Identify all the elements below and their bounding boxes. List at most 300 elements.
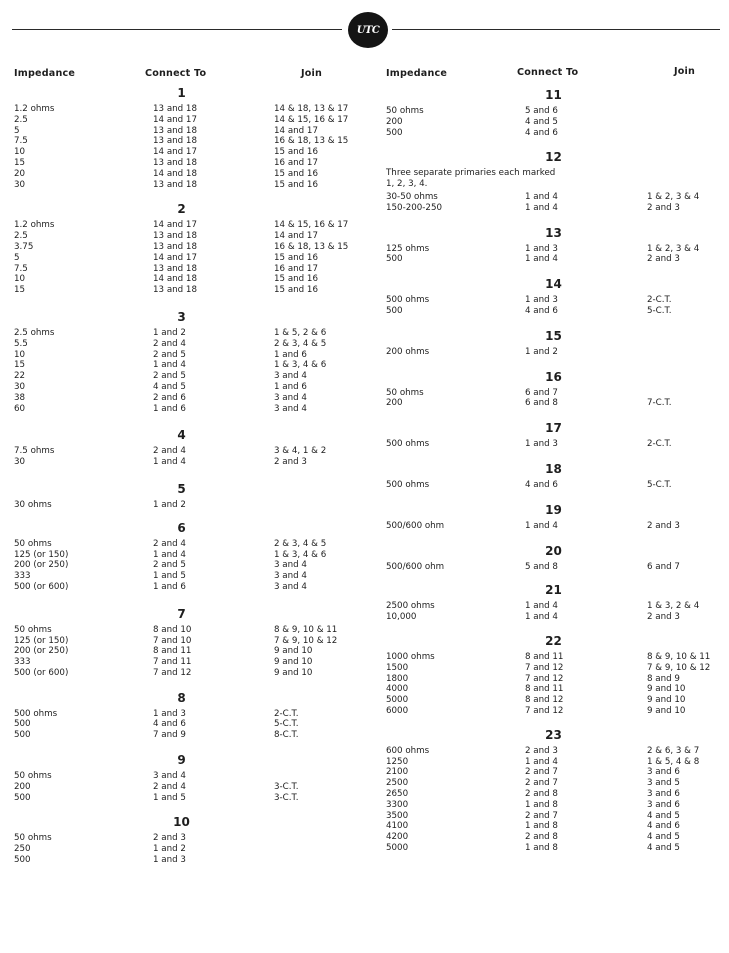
impedance-cell: 4200	[386, 832, 409, 843]
table-row	[386, 203, 721, 214]
section-number: 12	[545, 150, 562, 165]
section-6	[14, 517, 359, 593]
join-cell: 3-C.T.	[274, 792, 299, 803]
impedance-cell: 2.5 ohms	[14, 327, 55, 338]
table-row	[14, 730, 359, 741]
table-row	[14, 657, 359, 668]
right-column	[386, 84, 721, 854]
join-cell: 4 and 5	[647, 832, 680, 843]
left-column	[14, 82, 359, 866]
table-row	[386, 601, 721, 612]
join-cell: 4 and 6	[647, 821, 680, 832]
impedance-cell: 125 ohms	[386, 243, 430, 254]
table-row	[14, 571, 359, 582]
connect-cell: 14 and 17	[153, 252, 197, 263]
connect-cell: 4 and 6	[153, 719, 186, 730]
table-row	[14, 126, 359, 137]
section-number: 2	[177, 202, 186, 217]
connect-cell: 2 and 5	[153, 371, 186, 382]
impedance-cell: 1.2 ohms	[14, 104, 55, 114]
table-row	[386, 244, 721, 255]
table-row	[14, 350, 359, 361]
join-cell: 3 and 4	[274, 403, 307, 414]
join-cell: 3 & 4, 1 & 2	[274, 446, 327, 457]
section-10	[14, 811, 359, 865]
impedance-cell: 200 (or 250)	[14, 560, 69, 571]
connect-cell: 4 and 5	[525, 116, 558, 127]
table-row	[14, 719, 359, 730]
table-row	[14, 844, 359, 855]
connect-cell: 1 and 8	[525, 799, 558, 810]
impedance-cell: 30	[14, 457, 26, 468]
join-cell: 1 & 3, 4 & 6	[274, 360, 327, 371]
connect-cell: 8 and 11	[525, 684, 564, 695]
impedance-cell: 15	[14, 157, 26, 168]
section-15	[386, 325, 721, 358]
table-row	[14, 833, 359, 844]
join-cell: 8 and 9	[647, 673, 680, 684]
join-cell: 7 & 9, 10 & 12	[274, 635, 338, 646]
impedance-cell: 3.75	[14, 241, 34, 252]
impedance-cell: 60	[14, 403, 26, 414]
impedance-cell: 2500	[386, 778, 409, 789]
section-note: Three separate primaries each marked 1, 2, 3, 4.	[386, 168, 556, 190]
impedance-cell: 250	[14, 844, 31, 855]
connect-cell: 13 and 18	[153, 231, 197, 242]
table-row	[386, 843, 721, 854]
join-cell: 9 and 10	[274, 657, 313, 668]
impedance-cell: 2100	[386, 767, 409, 778]
connect-cell: 4 and 5	[153, 381, 186, 392]
join-cell: 3 and 4	[274, 581, 307, 592]
impedance-cell: 333	[14, 657, 31, 668]
impedance-cell: 500/600 ohm	[386, 561, 445, 572]
join-cell: 3 and 4	[274, 371, 307, 382]
section-1	[14, 82, 359, 190]
table-row	[386, 706, 721, 717]
connect-cell: 2 and 3	[153, 833, 186, 844]
join-cell: 1 & 5, 4 & 8	[647, 756, 700, 767]
table-row	[14, 231, 359, 242]
table-row	[14, 560, 359, 571]
table-row	[386, 767, 721, 778]
table-row	[14, 371, 359, 382]
connect-cell: 14 and 18	[153, 274, 197, 285]
join-cell: 2-C.T.	[647, 295, 672, 306]
join-cell: 1 and 6	[274, 349, 307, 360]
table-row	[386, 778, 721, 789]
connect-cell: 2 and 4	[153, 338, 186, 349]
join-cell: 3 and 6	[647, 767, 680, 778]
join-cell: 2 and 3	[647, 612, 680, 623]
impedance-cell: 5000	[386, 695, 409, 706]
section-number: 10	[173, 815, 190, 830]
connect-cell: 14 and 17	[153, 114, 197, 125]
section-number: 16	[545, 369, 562, 384]
impedance-cell: 3300	[386, 799, 409, 810]
connect-cell: 4 and 6	[525, 305, 558, 316]
connect-cell: 1 and 4	[525, 254, 558, 265]
connect-cell: 7 and 12	[525, 705, 564, 716]
join-cell: 1 & 5, 2 & 6	[274, 327, 327, 338]
table-row	[386, 439, 721, 450]
join-cell: 2 and 3	[647, 520, 680, 531]
table-row	[386, 106, 721, 117]
connect-cell: 2 and 4	[153, 781, 186, 792]
impedance-cell: 1000 ohms	[386, 651, 435, 662]
connect-cell: 7 and 12	[525, 662, 564, 673]
impedance-cell: 20	[14, 168, 26, 179]
join-cell: 16 and 17	[274, 157, 318, 168]
table-row	[14, 793, 359, 804]
table-row	[14, 646, 359, 657]
table-row	[386, 746, 721, 757]
connect-cell: 1 and 3	[525, 243, 558, 254]
impedance-cell: 10	[14, 349, 26, 360]
impedance-cell: 15	[14, 285, 26, 296]
table-row	[386, 521, 721, 532]
connect-cell: 4 and 6	[525, 127, 558, 138]
section-number: 5	[177, 481, 186, 496]
connect-cell: 1 and 2	[153, 327, 186, 338]
connect-cell: 1 and 4	[153, 457, 186, 468]
impedance-cell: 10,000	[386, 612, 417, 623]
table-row	[14, 855, 359, 866]
connect-cell: 13 and 18	[153, 263, 197, 274]
impedance-cell: 4100	[386, 821, 409, 832]
connect-cell: 1 and 6	[153, 403, 186, 414]
connect-cell: 1 and 4	[525, 202, 558, 213]
join-cell: 3 and 4	[274, 571, 307, 582]
impedance-cell: 1.2 ohms	[14, 220, 55, 231]
join-cell: 5-C.T.	[274, 719, 299, 730]
section-number: 18	[545, 461, 562, 476]
section-16	[386, 366, 721, 410]
join-cell: 9 and 10	[647, 705, 686, 716]
brand-logo	[348, 12, 388, 48]
connect-cell: 1 and 4	[153, 549, 186, 560]
impedance-cell: 50 ohms	[14, 624, 52, 635]
join-cell: 1 and 6	[274, 381, 307, 392]
join-cell: 8 & 9, 10 & 11	[274, 624, 338, 635]
join-cell: 15 and 16	[274, 274, 318, 285]
section-12	[386, 146, 721, 213]
section-number: 8	[177, 690, 186, 705]
impedance-cell: 5	[14, 252, 20, 263]
connect-cell: 1 and 3	[153, 855, 186, 866]
join-cell: 4 and 5	[647, 810, 680, 821]
join-cell: 14 and 17	[274, 231, 318, 242]
connect-cell: 1 and 8	[525, 842, 558, 853]
logo-text: UTC	[356, 24, 380, 36]
table-row	[14, 242, 359, 253]
section-5	[14, 478, 359, 511]
connect-cell: 14 and 18	[153, 168, 197, 179]
impedance-cell: 500	[386, 305, 403, 316]
join-cell: 3 and 6	[647, 799, 680, 810]
connect-cell: 13 and 18	[153, 241, 197, 252]
join-cell: 8 & 9, 10 & 11	[647, 651, 711, 662]
join-cell: 3 and 4	[274, 560, 307, 571]
impedance-cell: 4000	[386, 684, 409, 695]
table-row	[14, 457, 359, 468]
table-row	[14, 169, 359, 180]
section-number: 20	[545, 543, 562, 558]
table-row	[14, 147, 359, 158]
impedance-cell: 500 ohms	[386, 479, 430, 490]
impedance-cell: 3500	[386, 810, 409, 821]
join-cell: 1 & 2, 3 & 4	[647, 191, 700, 202]
impedance-cell: 50 ohms	[14, 771, 52, 782]
header-rule-left	[12, 29, 342, 30]
impedance-cell: 5	[14, 125, 20, 136]
connect-cell: 14 and 17	[153, 220, 197, 231]
table-row	[386, 480, 721, 491]
impedance-cell: 2.5	[14, 114, 28, 125]
impedance-cell: 10	[14, 274, 26, 285]
join-cell: 2 and 3	[274, 457, 307, 468]
impedance-cell: 500	[14, 855, 31, 866]
table-row	[14, 625, 359, 636]
connect-cell: 7 and 10	[153, 635, 192, 646]
impedance-cell: 5000	[386, 842, 409, 853]
section-number: 9	[177, 753, 186, 768]
impedance-cell: 6000	[386, 705, 409, 716]
connect-cell: 7 and 11	[153, 657, 192, 668]
join-cell: 1 & 3, 2 & 4	[647, 601, 700, 612]
impedance-cell: 50 ohms	[14, 833, 52, 844]
table-row	[14, 339, 359, 350]
connect-cell: 1 and 4	[525, 612, 558, 623]
connect-cell: 1 and 3	[525, 295, 558, 306]
impedance-cell: 200	[386, 116, 403, 127]
connect-cell: 7 and 9	[153, 730, 186, 741]
connect-cell: 1 and 4	[525, 756, 558, 767]
impedance-cell: 7.5	[14, 263, 28, 274]
connect-cell: 6 and 8	[525, 398, 558, 409]
table-row	[14, 500, 359, 511]
join-cell: 9 and 10	[647, 684, 686, 695]
connect-cell: 7 and 12	[153, 667, 192, 678]
table-row	[14, 771, 359, 782]
right-join-header: Join	[674, 66, 696, 77]
join-cell: 16 & 18, 13 & 15	[274, 136, 349, 147]
join-cell: 15 and 16	[274, 168, 318, 179]
section-number: 1	[177, 86, 186, 100]
section-number: 19	[545, 502, 562, 517]
table-row	[14, 668, 359, 679]
join-cell: 4 and 5	[647, 842, 680, 853]
section-2	[14, 198, 359, 296]
section-14	[386, 273, 721, 317]
table-row	[386, 306, 721, 317]
table-row	[14, 285, 359, 296]
connect-cell: 5 and 8	[525, 561, 558, 572]
section-number: 15	[545, 328, 562, 343]
section-9	[14, 749, 359, 803]
join-cell: 14 & 15, 16 & 17	[274, 114, 349, 125]
connect-cell: 2 and 7	[525, 778, 558, 789]
table-row	[386, 388, 721, 399]
impedance-cell: 500 (or 600)	[14, 581, 69, 592]
impedance-cell: 30	[14, 179, 26, 190]
table-row	[14, 636, 359, 647]
table-row	[386, 684, 721, 695]
connect-cell: 14 and 17	[153, 147, 197, 158]
table-row	[386, 757, 721, 768]
connect-cell: 4 and 6	[525, 479, 558, 490]
left-impedance-header: Impedance	[14, 68, 76, 79]
impedance-cell: 500	[14, 792, 31, 803]
section-number: 17	[545, 421, 562, 436]
join-cell: 9 and 10	[274, 646, 313, 657]
table-row	[14, 446, 359, 457]
connect-cell: 13 and 18	[153, 285, 197, 296]
connect-cell: 1 and 4	[525, 520, 558, 531]
section-number: 22	[545, 633, 562, 648]
impedance-cell: 200	[14, 781, 31, 792]
section-23	[386, 724, 721, 854]
table-row	[14, 404, 359, 415]
join-cell: 7 & 9, 10 & 12	[647, 662, 711, 673]
table-row	[386, 398, 721, 409]
impedance-cell: 125 (or 150)	[14, 549, 69, 560]
table-row	[14, 328, 359, 339]
join-cell: 3 and 5	[647, 778, 680, 789]
connect-cell: 1 and 4	[525, 191, 558, 202]
section-17	[386, 417, 721, 450]
join-cell: 16 & 18, 13 & 15	[274, 241, 349, 252]
connect-cell: 2 and 5	[153, 349, 186, 360]
impedance-cell: 50 ohms	[14, 538, 52, 549]
connect-cell: 8 and 10	[153, 624, 192, 635]
connect-cell: 3 and 4	[153, 771, 186, 782]
section-11	[386, 84, 721, 138]
connect-cell: 1 and 4	[525, 601, 558, 612]
impedance-cell: 10	[14, 147, 26, 158]
connect-cell: 2 and 7	[525, 810, 558, 821]
section-13	[386, 222, 721, 266]
section-number: 6	[177, 520, 186, 535]
connect-cell: 2 and 8	[525, 788, 558, 799]
table-row	[386, 695, 721, 706]
join-cell: 7-C.T.	[647, 398, 672, 409]
impedance-cell: 30 ohms	[14, 499, 52, 510]
table-row	[386, 789, 721, 800]
table-row	[14, 180, 359, 191]
impedance-cell: 150-200-250	[386, 202, 443, 213]
join-cell: 2 & 3, 4 & 5	[274, 538, 327, 549]
impedance-cell: 500 ohms	[386, 439, 430, 450]
impedance-cell: 30	[14, 381, 26, 392]
connect-cell: 1 and 2	[525, 346, 558, 357]
impedance-cell: 7.5	[14, 136, 28, 147]
connect-cell: 1 and 8	[525, 821, 558, 832]
join-cell: 15 and 16	[274, 252, 318, 263]
connect-cell: 2 and 6	[153, 392, 186, 403]
table-row	[386, 347, 721, 358]
table-row	[386, 674, 721, 685]
right-connect-header: Connect To	[517, 67, 579, 78]
impedance-cell: 200	[386, 398, 403, 409]
section-8	[14, 687, 359, 741]
join-cell: 1 & 3, 4 & 6	[274, 549, 327, 560]
table-row	[14, 158, 359, 169]
table-row	[386, 652, 721, 663]
impedance-cell: 50 ohms	[386, 387, 424, 398]
connect-cell: 8 and 11	[153, 646, 192, 657]
table-row	[386, 192, 721, 203]
connect-cell: 13 and 18	[153, 136, 197, 147]
impedance-cell: 500	[386, 127, 403, 138]
table-row	[14, 550, 359, 561]
connect-cell: 2 and 4	[153, 446, 186, 457]
join-cell: 3 and 6	[647, 788, 680, 799]
impedance-cell: 2650	[386, 788, 409, 799]
table-row	[386, 254, 721, 265]
table-row	[14, 582, 359, 593]
table-row	[14, 104, 359, 115]
impedance-cell: 500 ohms	[14, 708, 58, 719]
join-cell: 15 and 16	[274, 285, 318, 296]
left-join-header: Join	[301, 68, 323, 79]
impedance-cell: 200 ohms	[386, 346, 430, 357]
connect-cell: 8 and 12	[525, 695, 564, 706]
impedance-cell: 333	[14, 571, 31, 582]
table-row	[14, 264, 359, 275]
connect-cell: 2 and 4	[153, 538, 186, 549]
impedance-cell: 2.5	[14, 231, 28, 242]
table-row	[386, 800, 721, 811]
join-cell: 15 and 16	[274, 147, 318, 158]
header-rule-right	[392, 29, 720, 30]
impedance-cell: 500/600 ohm	[386, 520, 445, 531]
table-row	[14, 709, 359, 720]
join-cell: 8-C.T.	[274, 730, 299, 741]
connect-cell: 2 and 8	[525, 832, 558, 843]
section-number: 7	[177, 606, 186, 621]
section-21	[386, 579, 721, 623]
section-7	[14, 603, 359, 679]
impedance-cell: 500 ohms	[386, 295, 430, 306]
table-row	[14, 539, 359, 550]
impedance-cell: 500	[14, 730, 31, 741]
connect-cell: 8 and 11	[525, 651, 564, 662]
impedance-cell: 600 ohms	[386, 745, 430, 756]
join-cell: 6 and 7	[647, 561, 680, 572]
impedance-cell: 500	[386, 254, 403, 265]
table-row	[386, 811, 721, 822]
table-row	[14, 136, 359, 147]
connect-cell: 1 and 3	[153, 708, 186, 719]
connect-cell: 2 and 3	[525, 745, 558, 756]
table-row	[14, 382, 359, 393]
table-row	[14, 220, 359, 231]
connect-cell: 6 and 7	[525, 387, 558, 398]
table-row	[386, 612, 721, 623]
impedance-cell: 125 (or 150)	[14, 635, 69, 646]
section-19	[386, 499, 721, 532]
connect-cell: 13 and 18	[153, 104, 197, 114]
table-row	[386, 562, 721, 573]
section-number: 11	[545, 88, 562, 102]
impedance-cell: 500 (or 600)	[14, 667, 69, 678]
impedance-cell: 1500	[386, 662, 409, 673]
table-row	[14, 253, 359, 264]
right-impedance-header: Impedance	[386, 68, 448, 79]
connect-cell: 13 and 18	[153, 179, 197, 190]
section-number: 3	[177, 309, 186, 324]
